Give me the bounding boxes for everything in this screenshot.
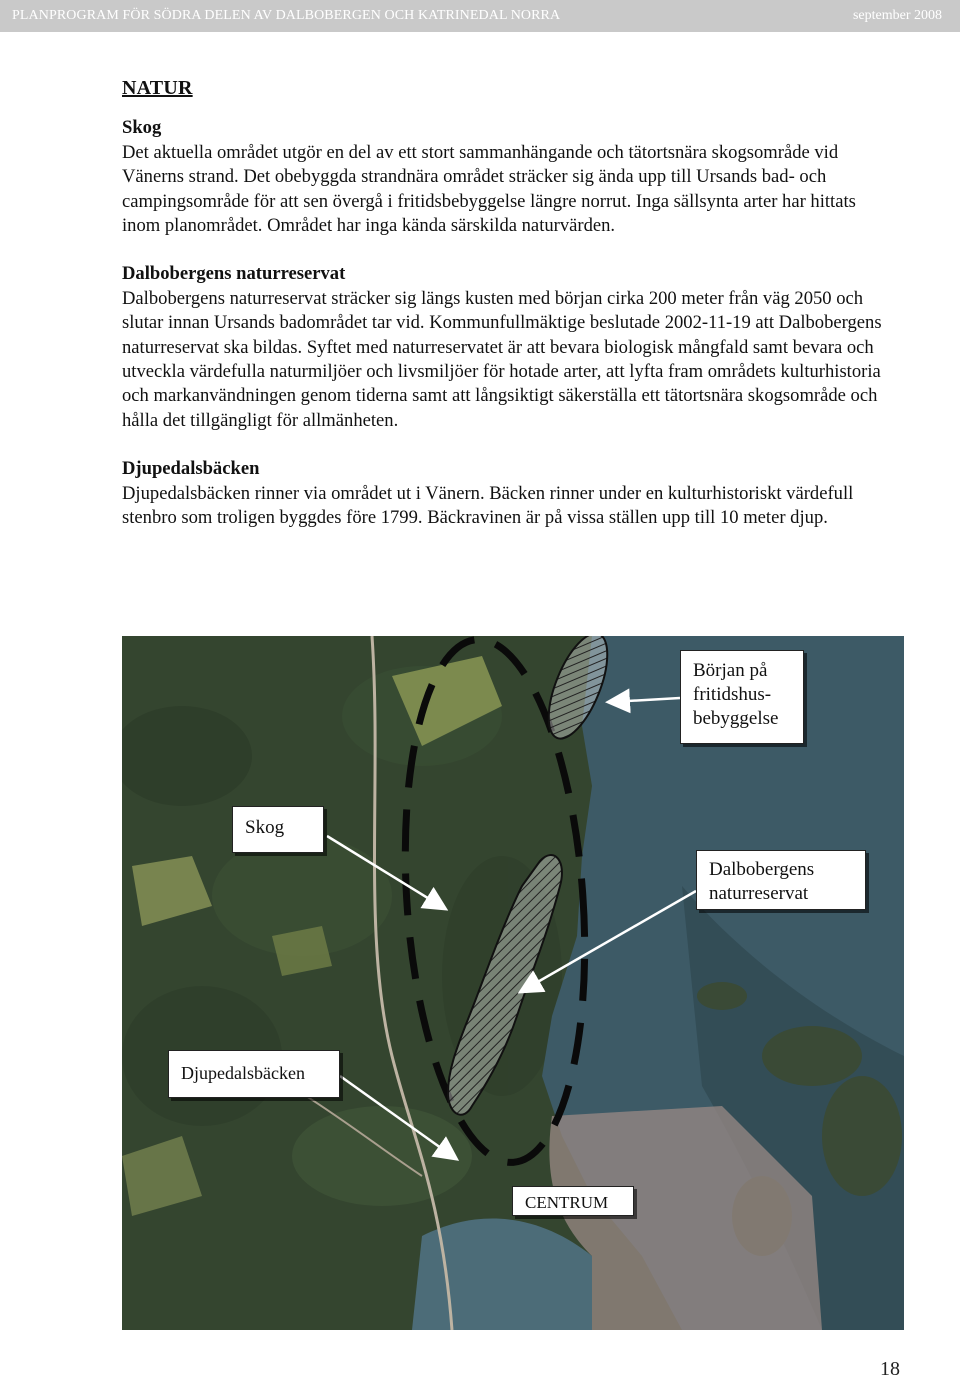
page-number: 18 [880,1358,900,1380]
document-title: PLANPROGRAM FÖR SÖDRA DELEN AV DALBOBERGEN OCH KATRINEDAL NORRA [12,8,561,23]
paragraph-djupedalsbacken: Djupedalsbäcken rinner via området ut i Vänern. Bäcken rinner under en kulturhistoriskt värdefull stenbro som troligen byggdes före 1799. Bäckravinen är på vissa ställen upp till 10 meter djup. [122,482,854,529]
document-date: september 2008 [852,8,942,23]
label-fritidshus: Början på fritidshus-bebyggelse [680,650,804,744]
paragraph-naturreservat: Dalbobergens naturreservat sträcker sig längs kusten med början cirka 200 meter från väg 2050 och slutar innan Ursands badområdet tar vid. Kommunfullmäktige beslutade 2002-11-19 att Dalbobergens naturreservat ska bildas. Syftet med naturreservatet är att bevara biologisk mångfald samt bevara och utveckla värdefulla naturmiljöer och livsmiljöer för hotade arter, att lyfta fram områdets kulturhistoria och markanvändningen genom tiderna samt att långsiktigt säkerställa ett tätortsnära skogsområde och hålla det tillgängligt för allmänheten. [122,287,882,431]
label-djupedalsbacken: Djupedalsbäcken [168,1050,340,1098]
label-naturreservat: Dalbobergens naturreservat [696,850,866,910]
page-body [122,76,892,531]
label-skog: Skog [232,806,324,853]
section-title: NATUR [122,77,193,99]
heading-djupedalsbacken: Djupedalsbäcken [122,458,260,480]
heading-naturreservat: Dalbobergens naturreservat [122,263,346,285]
heading-skog: Skog [122,117,162,139]
paragraph-skog: Det aktuella området utgör en del av ett stort sammanhängande och tätortsnära skogsområde vid Vänerns strand. Det obebyggda strandnära området sträcker sig ända upp till Ursands bad- och campingsområde för att sen övergå i fritidsbebyggelse längre norrut. Inga sällsynta arter har hittats inom planområdet. Området har inga kända särskilda naturvärden. [122,141,856,237]
label-centrum: CENTRUM [512,1186,634,1216]
aerial-map [122,636,904,1330]
header-bar [0,0,960,32]
